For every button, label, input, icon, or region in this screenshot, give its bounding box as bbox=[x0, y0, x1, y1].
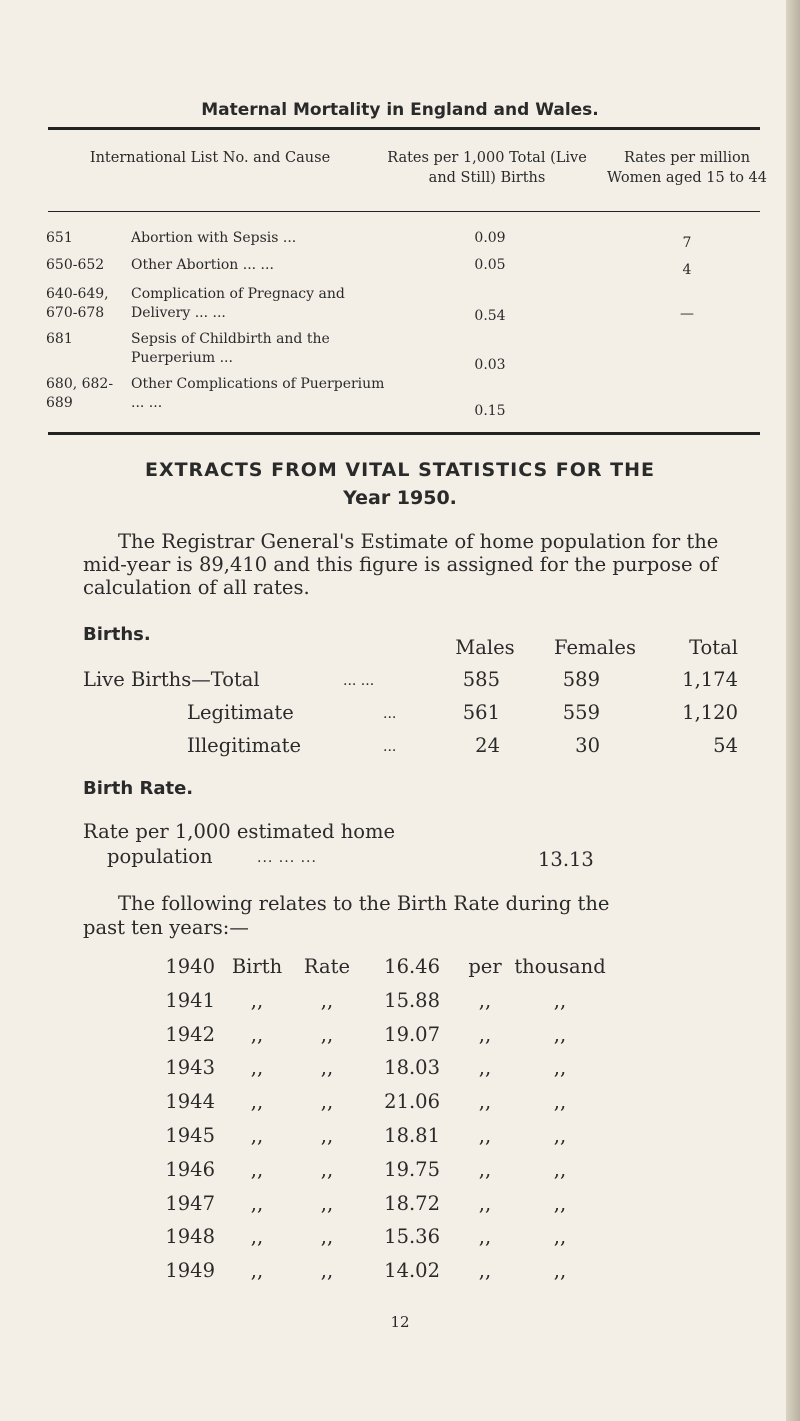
total-value: 1,174 bbox=[682, 668, 738, 691]
rate-births: 0.09 bbox=[474, 230, 506, 246]
rate-value: 15.88 bbox=[384, 988, 440, 1012]
list-number: 640-649, 670-678 bbox=[46, 286, 109, 321]
col-c: ,, bbox=[478, 1090, 492, 1114]
col-b: ,, bbox=[320, 1056, 334, 1080]
column-header-females: Females bbox=[554, 636, 636, 659]
col-c: ,, bbox=[478, 1157, 492, 1181]
col-b: ,, bbox=[320, 1124, 334, 1147]
table-title: Maternal Mortality in England and Wales. bbox=[201, 100, 599, 120]
col-c: ,, bbox=[478, 1191, 492, 1215]
row-label: Live Births—Total bbox=[83, 668, 260, 691]
table-bottom-rule bbox=[48, 432, 760, 435]
estimate-paragraph: The Registrar General's Estimate of home population for the mid-year is 89,410 and this figure is assigned for the purpose of calculation of all rates. bbox=[83, 530, 719, 599]
rate-value: 18.03 bbox=[384, 1056, 440, 1080]
rate-births: 0.03 bbox=[474, 357, 506, 373]
leader-dots: ... ... ... bbox=[257, 850, 317, 866]
col-c: ,, bbox=[478, 1225, 492, 1249]
list-number: 681 bbox=[46, 331, 73, 347]
col-b: Rate bbox=[303, 955, 351, 978]
col-a: ,, bbox=[250, 1022, 264, 1046]
total-value: 1,120 bbox=[682, 701, 738, 724]
header-list-no: International List No. and Cause bbox=[89, 150, 331, 166]
col-a: ,, bbox=[250, 1056, 264, 1080]
col-d: ,, bbox=[553, 1022, 567, 1046]
year: 1946 bbox=[165, 1157, 215, 1181]
col-d: ,, bbox=[553, 1191, 567, 1215]
col-b: ,, bbox=[320, 988, 334, 1012]
col-d: ,, bbox=[553, 1056, 567, 1080]
males-value: 561 bbox=[462, 701, 500, 724]
col-d: ,, bbox=[553, 1090, 567, 1114]
col-d: thousand bbox=[514, 955, 606, 978]
cause: Other Complications of Puerperium ... ... bbox=[131, 376, 385, 411]
col-d: ,, bbox=[553, 1259, 567, 1283]
males-value: 24 bbox=[475, 734, 500, 757]
section-heading: EXTRACTS FROM VITAL STATISTICS FOR THE bbox=[144, 459, 656, 481]
header-rule bbox=[48, 211, 760, 212]
col-c: ,, bbox=[478, 1259, 492, 1283]
col-c: ,, bbox=[478, 1022, 492, 1046]
list-number: 680, 682-689 bbox=[46, 376, 114, 411]
col-a: ,, bbox=[250, 1259, 264, 1283]
rate-births: 0.15 bbox=[474, 403, 506, 419]
col-d: ,, bbox=[553, 988, 567, 1012]
rate-value: 14.02 bbox=[384, 1259, 440, 1283]
rate-value: 18.72 bbox=[384, 1191, 440, 1215]
col-b: ,, bbox=[320, 1191, 334, 1215]
table-top-rule bbox=[48, 127, 760, 130]
page-edge bbox=[786, 0, 800, 1421]
year: 1949 bbox=[165, 1259, 215, 1283]
col-c: ,, bbox=[478, 1124, 492, 1147]
year: 1940 bbox=[165, 955, 215, 978]
year: 1945 bbox=[165, 1124, 215, 1147]
col-a: ,, bbox=[250, 1124, 264, 1147]
list-number: 651 bbox=[46, 230, 73, 246]
birth-rate-heading: Birth Rate. bbox=[83, 778, 194, 799]
rate-women: 4 bbox=[682, 262, 692, 278]
col-c: per bbox=[468, 955, 502, 978]
rate-value: 19.75 bbox=[384, 1157, 440, 1181]
year: 1941 bbox=[165, 988, 215, 1012]
leader-dots: ... ... bbox=[343, 673, 375, 689]
col-d: ,, bbox=[553, 1124, 567, 1147]
year: 1943 bbox=[165, 1056, 215, 1080]
leader-dots: ... bbox=[383, 739, 397, 755]
col-a: ,, bbox=[250, 1191, 264, 1215]
birth-rate-intro-line2: past ten years:— bbox=[83, 916, 249, 939]
col-c: ,, bbox=[478, 988, 492, 1012]
males-value: 585 bbox=[462, 668, 500, 691]
cause: Complication of Pregnacy and Delivery ... ... bbox=[131, 286, 345, 321]
col-b: ,, bbox=[320, 1259, 334, 1283]
col-b: ,, bbox=[320, 1090, 334, 1114]
cause: Abortion with Sepsis ... bbox=[131, 230, 297, 246]
birth-rate-line2: population bbox=[107, 845, 213, 868]
section-year: Year 1950. bbox=[343, 487, 457, 509]
females-value: 30 bbox=[575, 734, 600, 757]
cause: Sepsis of Childbirth and the Puerperium ... bbox=[131, 331, 330, 366]
col-a: Birth bbox=[231, 955, 283, 978]
col-a: ,, bbox=[250, 1090, 264, 1114]
rate-births: 0.05 bbox=[474, 257, 506, 273]
year: 1942 bbox=[165, 1022, 215, 1046]
page-number: 12 bbox=[390, 1313, 410, 1331]
birth-rate-value: 13.13 bbox=[538, 848, 594, 871]
col-a: ,, bbox=[250, 1157, 264, 1181]
births-heading: Births. bbox=[83, 624, 151, 645]
col-b: ,, bbox=[320, 1022, 334, 1046]
col-c: ,, bbox=[478, 1056, 492, 1080]
birth-rate-intro-line1: The following relates to the Birth Rate during the bbox=[118, 892, 610, 915]
col-b: ,, bbox=[320, 1225, 334, 1249]
row-label: Illegitimate bbox=[187, 734, 302, 757]
row-label: Legitimate bbox=[187, 701, 294, 724]
col-d: ,, bbox=[553, 1225, 567, 1249]
col-a: ,, bbox=[250, 988, 264, 1012]
rate-births: 0.54 bbox=[474, 308, 506, 324]
col-b: ,, bbox=[320, 1157, 334, 1181]
rate-value: 15.36 bbox=[384, 1225, 440, 1249]
cause: Other Abortion ... ... bbox=[131, 257, 274, 273]
total-value: 54 bbox=[713, 734, 738, 757]
rate-value: 21.06 bbox=[384, 1090, 440, 1114]
rate-value: 16.46 bbox=[384, 955, 440, 978]
birth-rate-line1: Rate per 1,000 estimated home bbox=[83, 820, 396, 843]
females-value: 589 bbox=[562, 668, 600, 691]
year: 1944 bbox=[165, 1090, 215, 1114]
year: 1947 bbox=[165, 1191, 215, 1215]
col-d: ,, bbox=[553, 1157, 567, 1181]
rate-value: 18.81 bbox=[384, 1124, 440, 1147]
rate-value: 19.07 bbox=[384, 1022, 440, 1046]
column-header-males: Males bbox=[455, 636, 515, 659]
leader-dots: ... bbox=[383, 706, 397, 722]
rate-women: 7 bbox=[682, 235, 692, 251]
list-number: 650-652 bbox=[46, 257, 105, 273]
col-a: ,, bbox=[250, 1225, 264, 1249]
header-rate-births: Rates per 1,000 Total (Live and Still) Births bbox=[387, 150, 587, 186]
header-rate-women: Rates per million Women aged 15 to 44 bbox=[606, 150, 767, 186]
column-header-total: Total bbox=[689, 636, 738, 659]
females-value: 559 bbox=[562, 701, 600, 724]
rate-women: — bbox=[680, 306, 694, 322]
year: 1948 bbox=[165, 1225, 215, 1249]
